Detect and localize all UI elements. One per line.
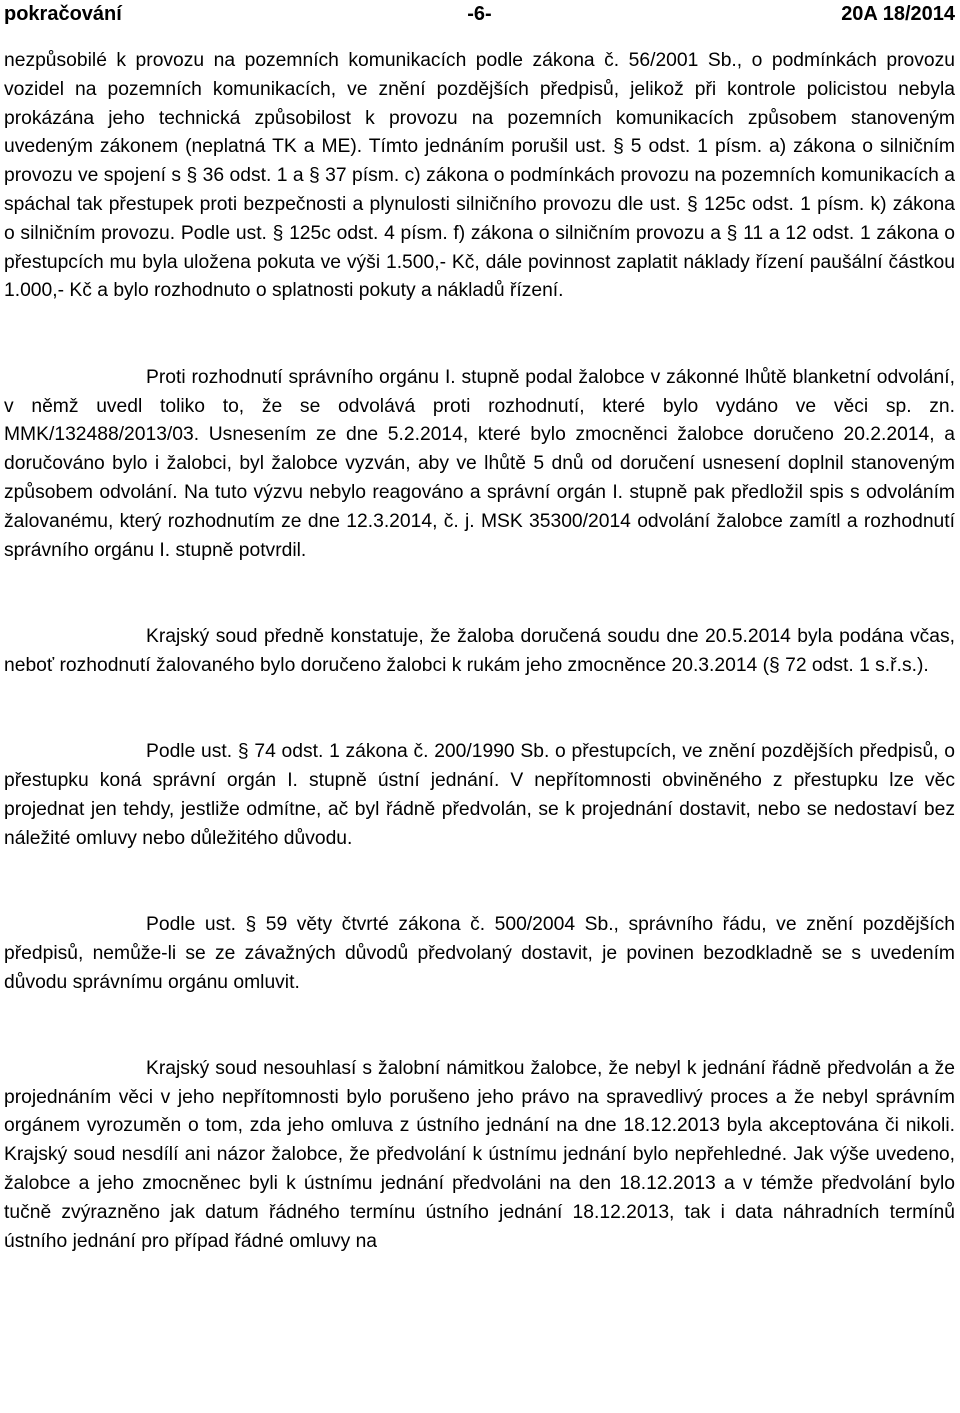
paragraph-court-assessment: Krajský soud nesouhlasí s žalobní námitkou žalobce, že nebyl k jednání řádně předvolán a že projednáním věci v jeho nepřítomnosti bylo porušeno jeho právo na spravedlivý proces a že nebyl správním orgánem vyrozuměn o tom, zda jeho omluva z ústního jednání na dne 18.12.2013 byla akceptována či nikoli. Krajský soud nesdílí ani názor žalobce, že předvolání k ústnímu jednání bylo nepřehledné. Jak výše uvedeno, žalobce a jeho zmocněnec byli k ústnímu jednání předvoláni na den 18.12.2013 a v témže předvolání bylo tučně zvýrazněno jak datum řádného termínu ústního jednání 18.12.2013, tak i data náhradních termínů ústního jednání pro případ řádné omluvy na [4,1057,955,1252]
paragraph-law-74: Podle ust. § 74 odst. 1 zákona č. 200/1990 Sb. o přestupcích, ve znění pozdějších předpisů, o přestupku koná správní orgán I. stupně ústní jednání. V nepřítomnosti obviněného z přestupku lze věc projednat jen tehdy, jestliže odmítne, ač byl řádně předvolán, se k projednání dostavit, nebo se nedostaví bez náležité omluvy nebo důležitého důvodu. [4,741,955,849]
page-header [4,0,955,47]
paragraph-spacer [4,565,955,623]
document-page [4,0,955,1256]
paragraph-timeliness: Krajský soud předně konstatuje, že žaloba doručená soudu dne 20.5.2014 byla podána včas, neboť rozhodnutí žalovaného bylo doručeno žalobci k rukám jeho zmocněnce 20.3.2014 (§ 72 odst. 1 s.ř.s.). [4,625,955,676]
paragraph-spacer [4,853,955,911]
paragraph-appeal-history: Proti rozhodnutí správního orgánu I. stupně podal žalobce v zákonné lhůtě blanketní odvolání, v němž uvedl toliko to, že se odvolává proti rozhodnutí, které bylo vydáno ve věci sp. zn. MMK/132488/2013/03. Usnesením ze dne 5.2.2014, které bylo zmocněnci žalobce doručeno 20.2.2014, a doručováno bylo i žalobci, byl žalobce vyzván, aby ve lhůtě 5 dnů od doručení usnesení doplnil stanoveným způsobem odvolání. Na tuto výzvu nebylo reagováno a správní orgán I. stupně pak předložil spis s odvoláním žalovanému, který rozhodnutím ze dne 12.3.2014, č. j. MSK 35300/2014 odvolání žalobce zamítl a rozhodnutí správního orgánu I. stupně potvrdil. [4,366,955,561]
paragraph-spacer [4,997,955,1055]
paragraph-spacer [4,306,955,364]
paragraph-spacer [4,681,955,739]
paragraph-law-59: Podle ust. § 59 věty čtvrté zákona č. 500/2004 Sb., správního řádu, ve znění pozdějších předpisů, nemůže-li se ze závažných důvodů předvolaný dostavit, je povinen bezodkladně se s uvedením důvodu správnímu orgánu omluvit. [4,913,955,993]
header-case-number: 20A 18/2014 [841,3,955,25]
header-page-number: -6- [467,3,492,25]
header-continuation-label: pokračování [4,3,122,25]
paragraph-decision-summary: nezpůsobilé k provozu na pozemních komunikacích podle zákona č. 56/2001 Sb., o podmínkách provozu vozidel na pozemních komunikacích, ve znění pozdějších předpisů, jelikož při kontrole policistou nebyla prokázána jeho technická způsobilost k provozu na pozemních komunikacích způsobem stanoveným uvedeným zákonem (neplatná TK a ME). Tímto jednáním porušil ust. § 5 odst. 1 písm. a) zákona o silničním provozu ve spojení s § 36 odst. 1 a § 37 písm. c) zákona o podmínkách provozu na pozemních komunikacích a spáchal tak přestupek proti bezpečnosti a plynulosti silničního provozu dle ust. § 125c odst. 1 písm. k) zákona o silničním provozu. Podle ust. § 125c odst. 4 písm. f) zákona o silničním provozu a § 11 a 12 odst. 1 zákona o přestupcích mu byla uložena pokuta ve výši 1.500,- Kč, dále povinnost zaplatit náklady řízení paušální částkou 1.000,- Kč a bylo rozhodnuto o splatnosti pokuty a nákladů řízení. [4,50,955,302]
